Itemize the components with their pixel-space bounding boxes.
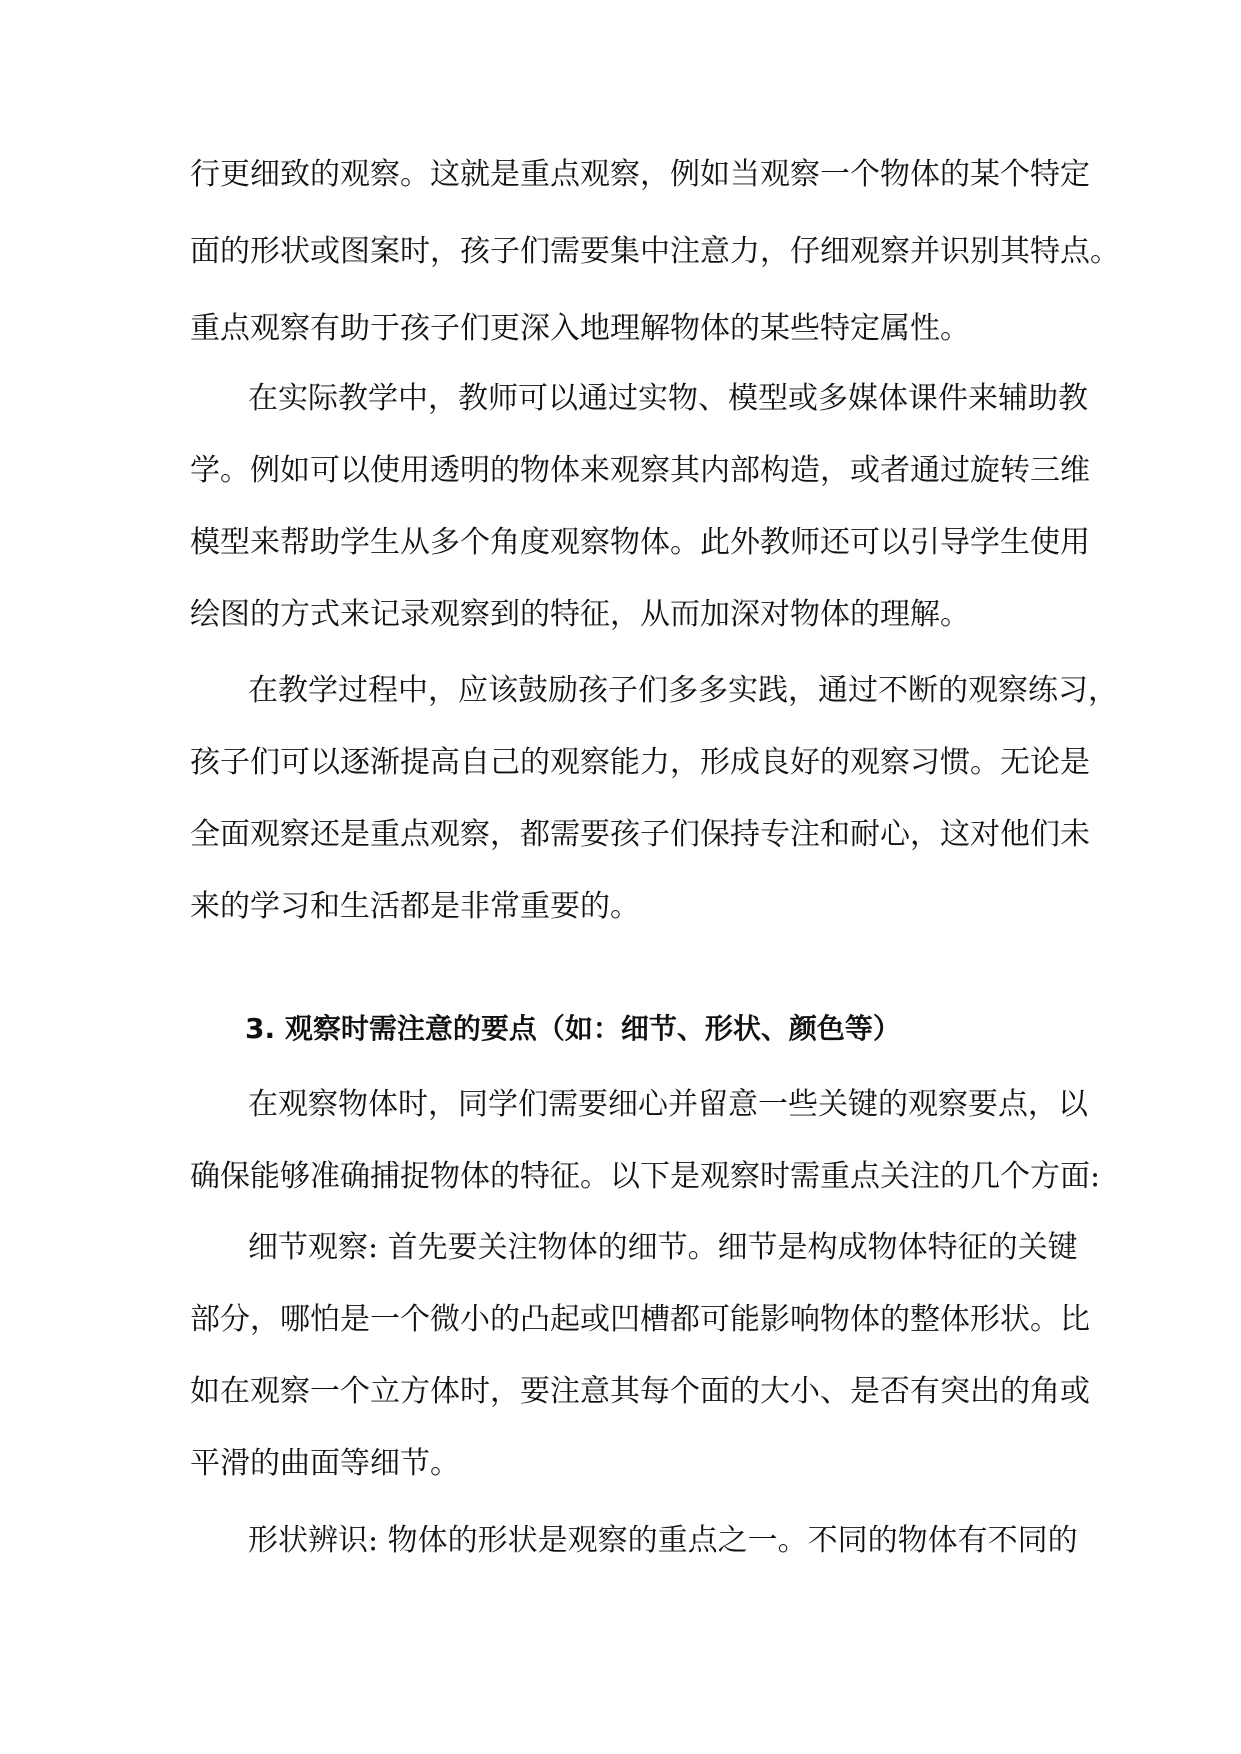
text-line: 平滑的曲面等细节。 [190, 1446, 460, 1481]
text-line: 学。例如可以使用透明的物体来观察其内部构造，或者通过旋转三维 [190, 453, 1090, 488]
text-line: 确保能够准确捕捉物体的特征。以下是观察时需重点关注的几个方面: [190, 1159, 1101, 1194]
text-line: 形状辨识: 物体的形状是观察的重点之一。不同的物体有不同的 [248, 1523, 1078, 1558]
text-line: 孩子们可以逐渐提高自己的观察能力，形成良好的观察习惯。无论是 [190, 745, 1090, 780]
text-line: 模型来帮助学生从多个角度观察物体。此外教师还可以引导学生使用 [190, 525, 1090, 560]
text-line: 行更细致的观察。这就是重点观察，例如当观察一个物体的某个特定 [190, 157, 1090, 192]
text-line: 全面观察还是重点观察，都需要孩子们保持专注和耐心，这对他们未 [190, 817, 1090, 852]
text-line: 在实际教学中，教师可以通过实物、模型或多媒体课件来辅助教 [248, 381, 1088, 416]
text-line: 面的形状或图案时，孩子们需要集中注意力，仔细观察并识别其特点。 [190, 234, 1120, 269]
text-line: 重点观察有助于孩子们更深入地理解物体的某些特定属性。 [190, 311, 970, 346]
section-heading: 3. 观察时需注意的要点（如：细节、形状、颜色等） [245, 1012, 901, 1045]
text-line: 在教学过程中，应该鼓励孩子们多多实践，通过不断的观察练习， [248, 673, 1118, 708]
text-line: 绘图的方式来记录观察到的特征，从而加深对物体的理解。 [190, 597, 970, 632]
text-line: 如在观察一个立方体时，要注意其每个面的大小、是否有突出的角或 [190, 1374, 1090, 1409]
text-line: 部分，哪怕是一个微小的凸起或凹槽都可能影响物体的整体形状。比 [190, 1302, 1090, 1337]
text-line: 细节观察: 首先要关注物体的细节。细节是构成物体特征的关键 [248, 1230, 1078, 1265]
text-line: 在观察物体时，同学们需要细心并留意一些关键的观察要点，以 [248, 1087, 1088, 1122]
text-line: 来的学习和生活都是非常重要的。 [190, 889, 640, 924]
